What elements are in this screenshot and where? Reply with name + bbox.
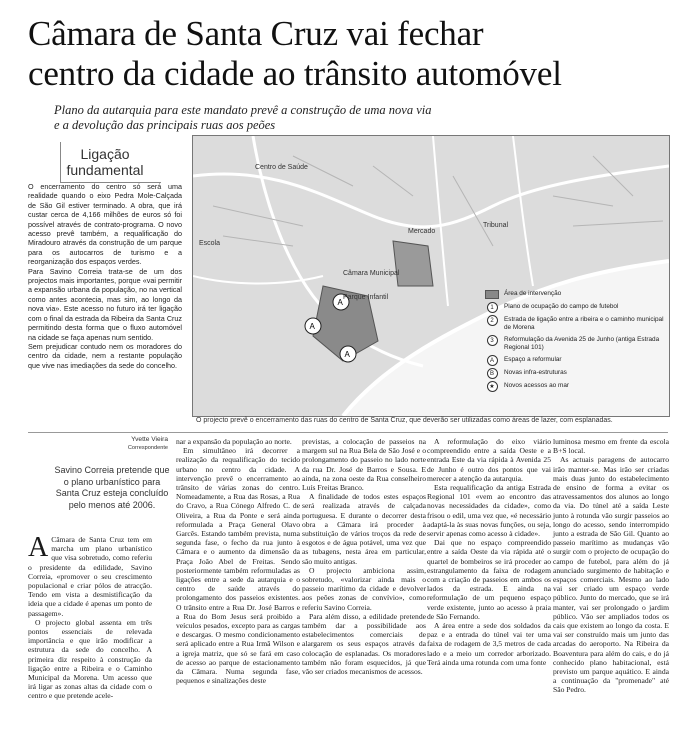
map-legend	[485, 290, 665, 395]
map-label-mercado: Mercado	[408, 228, 436, 235]
subheadline-line-1: Plano da autarquia para este mandato prevê a construção de uma nova via	[54, 103, 432, 117]
article-paragraph: Para além disso, a edilidade pretende também dar a possibilidade aos estabelecimentos comerciais de alargarem os seus espaços através da colocação de esplanadas. Os moradores também não foram esquecidos, já que vão ser criados mecanismos de acessos.	[302, 611, 426, 677]
sidebar-title-line-2: fundamental	[66, 162, 144, 178]
map-marker-label: A	[337, 298, 343, 307]
article-paragraph: previstas, a colocação de passeios na margem sul na Rua Bela de São José e o prolongamento do passeio no lado norte da rua Dr. José de Barros e Sousa. E ainda, na zona oeste da Rua conselheiro Luís Freitas Branco.	[302, 437, 426, 493]
legend-number-marker: 1	[487, 302, 498, 313]
map-label-parque: Parque Infantil	[343, 294, 389, 301]
byline-name: Yvette Vieira	[131, 436, 168, 443]
legend-row	[485, 336, 665, 352]
sidebar-paragraph: O encerramento do centro só será uma realidade quando o eixo Pedra Mole-Calçada de São Gil estiver terminado. A obra, que irá custar cerca de 4,166 milhões de euros só foi possível através de contrato-programa. O novo acesso prevê também, a requalificação do Miradouro através da construção de um parque para os autocarros de turismo e a reorganização dos espaços verdes.	[28, 182, 182, 267]
legend-row	[485, 369, 665, 378]
sidebar-title-line-1: Ligação	[80, 146, 130, 162]
headline-line-1: Câmara de Santa Cruz vai fechar	[28, 14, 484, 53]
legend-text: Área de intervenção	[504, 290, 562, 297]
subheadline	[54, 103, 654, 133]
legend-area-swatch	[485, 290, 499, 299]
map-label-centro-saude: Centro de Saúde	[255, 164, 308, 171]
map-label-escola: Escola	[199, 240, 221, 247]
sidebar-paragraph: Para Savino Correia trata-se de um dos projectos mais importantes, porque «vai permitir a expansão urbana da população, no na vertical como antes acontecia, mas sim, ao longo da nova via». Este acesso no futuro irá ter ligação com o final da estrada da Ribeira da Santa Cruz permitindo desta forma que o fluxo automóvel na cidade se faça apenas num sentido.	[28, 266, 182, 342]
article-column-4	[427, 437, 551, 667]
legend-letter-marker: B	[487, 368, 498, 379]
map-marker-label: A	[344, 350, 350, 359]
sidebar-box	[28, 146, 182, 370]
article-paragraph: nar a expansão da população ao norte.	[176, 437, 292, 446]
article-paragraph: Em simultâneo irá decorrer a realização da requalificação do tecido urbano no centro da cidade. A intervenção prevê o encerramento ao trânsito de várias zonas do centro. Nomeadamente, a Rua das Rosas, a Rua do Cravo, a Rua Cónego Alfredo C. de Oliveira, a Rua da Ponte e será ainda reformulada a Praça General Olavo Garcês. Estando também prevista, numa segunda fase, o fecho da rua junto à Câmara e o aumento da dimensão da Praça João Abel de Freitas. Sendo posteriormente também reformuladas as ligações entre a sede da autarquia e o centro de saúde através do prolongamento dos passeios existentes. O trânsito entre a Rua Dr. José Barros e a Rua do Bom Jesus será proibido a veículos pesados, excepto para as cargas e descargas. O mesmo condicionamento será aplicado entre a Rua Irmã Wilson e a igreja matriz, que só se fará em caso de acesso ao parque de estacionamento da Câmara. Numa segunda fase, pequenos e sinalizações deste	[176, 446, 300, 686]
article-column-5	[553, 437, 669, 695]
drop-cap: A	[28, 532, 49, 563]
legend-letter-marker: A	[487, 355, 498, 366]
article-column-3	[302, 437, 426, 676]
legend-text: Estrada de ligação entre a ribeira e o caminho municipal de Morena	[504, 316, 664, 331]
article-paragraph: O projecto global assenta em três pontos essenciais de relevada importância e que irão modificar a estrutura da sede do concelho. A primeira diz respeito à construção da ligação entre a Ribeira e o Caminho Municipal da Morena. Um acesso que irá ligar as zonas altas da cidade com o centro e que pretende acele-	[28, 617, 152, 701]
legend-row	[485, 290, 665, 299]
legend-text: Novos acessos ao mar	[504, 382, 569, 389]
article-paragraph: O projecto ambiciona assim, sobretudo, «valorizar ainda mais o passeio marítimo da cidade e devolver aos peões zonas de convívio», como referiu Savino Correia.	[302, 565, 426, 612]
legend-row	[485, 316, 665, 332]
article-paragraph: A área entre a sede dos soldados da paz e a entrada do túnel vai ter uma faixa de rodagem de 3,5 metros de cada lado e a meio um corredor arborizado. Terá ainda uma rotunda com uma fonte	[427, 621, 551, 667]
article-paragraph: A Câmara de Santa Cruz tem em marcha um plano urbanístico que visa sobretudo, como referiu o presidente da edilidade, Savino Correia, «promover o seu crescimento populacional e criar pólos de atracção. Tendo em vista a desmistificação da ideia que a cidade é apenas um ponto de passagem».	[28, 532, 152, 618]
subheadline-line-2: e a devolução das principais ruas aos peões	[54, 118, 276, 132]
headline-line-2: centro da cidade ao trânsito automóvel	[28, 54, 562, 93]
legend-number-marker: 2	[487, 315, 498, 326]
legend-row	[485, 382, 665, 391]
byline-role: Correspondente	[127, 445, 168, 451]
pull-quote: Savino Correia pretende que o plano urbanístico para Santa Cruz esteja concluído pelo menos até 2006.	[54, 465, 170, 510]
map-intervention-area	[393, 241, 433, 286]
legend-text: Novas infra-estruturas	[504, 369, 567, 376]
article-paragraph: A finalidade de todos estes espaços será realizada através de calçada portuguesa. E durante o decorrer desta obra a Câmara irá proceder à substituição de vários troços da rede de esgotos e de água potável, uma vez que as tubagens, nesta área em particular, são muito antigas.	[302, 492, 426, 566]
legend-row	[485, 303, 665, 312]
map-label-tribunal: Tribunal	[483, 222, 509, 229]
legend-text: Espaço a reformular	[504, 356, 562, 363]
star-icon: ★	[487, 381, 498, 392]
divider	[28, 432, 668, 433]
map-label-camara: Câmara Municipal	[343, 270, 400, 277]
legend-text: Plano de ocupação do campo de futebol	[504, 303, 619, 310]
article-paragraph: Dai que no espaço compreendido entre a saída Oeste da via rápida até o quartel de bombeiros se irá proceder ao estrangulamento da faixa de rodagem com a criação de passeios em ambos os lados da estrada. E ainda na reformulação de um pequeno espaço verde existente, junto ao acesso à praia de São Fernando.	[427, 538, 551, 621]
article-paragraph: A reformulação do eixo viário compreendido entre a saída Oeste e a entrada Este da via rápida à Avenida 25 de Junho é outro dos pontos que vai merecer a atenção da autarquia.	[427, 437, 551, 483]
headline	[28, 14, 668, 94]
legend-row	[485, 356, 665, 365]
article-paragraph: Esta requalificação da antiga Estrada Regional 101 «vem ao encontro das novas necessidades da cidade», como frisou o edil, uma vez que, «é necessário adaptá-la às suas novas funções, ou seja, servir apenas como acesso à cidade».	[427, 483, 551, 539]
byline	[96, 436, 168, 452]
legend-text: Reformulação da Avenida 25 de Junho (antiga Estrada Regional 101)	[504, 336, 660, 351]
article-paragraph: luminosa mesmo em frente da escola B+S local.	[553, 437, 669, 456]
article-column-1	[28, 532, 152, 701]
article-column-2	[176, 437, 300, 685]
article-paragraph: As actuais paragens de autocarro irão manter-se. Mas irão ser criadas mais duas junto do estabelecimento de ensino de forma a evitar os atravessamentos dos alunos ao longo da via. Do túnel até a saída Leste junto à rotunda vão surgir passeios ao longo do acesso, sendo interrompido junto a estrada de São Gil. Quanto ao passeio marítimo as mudanças vão surgir com o projecto de ocupação do campo de futebol, para além do já anunciado surgimento de habitação e espaços comerciais. Mesmo ao lado vai ser criado um espaço verde público. Junto do mercado, que se irá manter, vai ser prolongado o jardim público. Vão ser ampliados todos os cais que existem ao longo da costa. E vai ser construído mais um junto das arcadas do aeroporto. Na Ribeira da Boaventura para além do cais, e do já conhecido plano habitacional, está previsto um parque aquático. E ainda a continuação da "promenade" até São Pedro.	[553, 455, 669, 695]
map-caption: O projecto prevê o encerramento das ruas do centro de Santa Cruz, que deverão ser utilizadas como áreas de lazer, com esplanadas.	[196, 417, 613, 424]
legend-number-marker: 3	[487, 335, 498, 346]
sidebar-title	[28, 146, 182, 178]
sidebar-paragraph: Sem prejudicar contudo nem os moradores do centro da cidade, nem a restante população que vive nas imediações da sede do concelho.	[28, 341, 182, 370]
map-marker-label: A	[309, 322, 315, 331]
